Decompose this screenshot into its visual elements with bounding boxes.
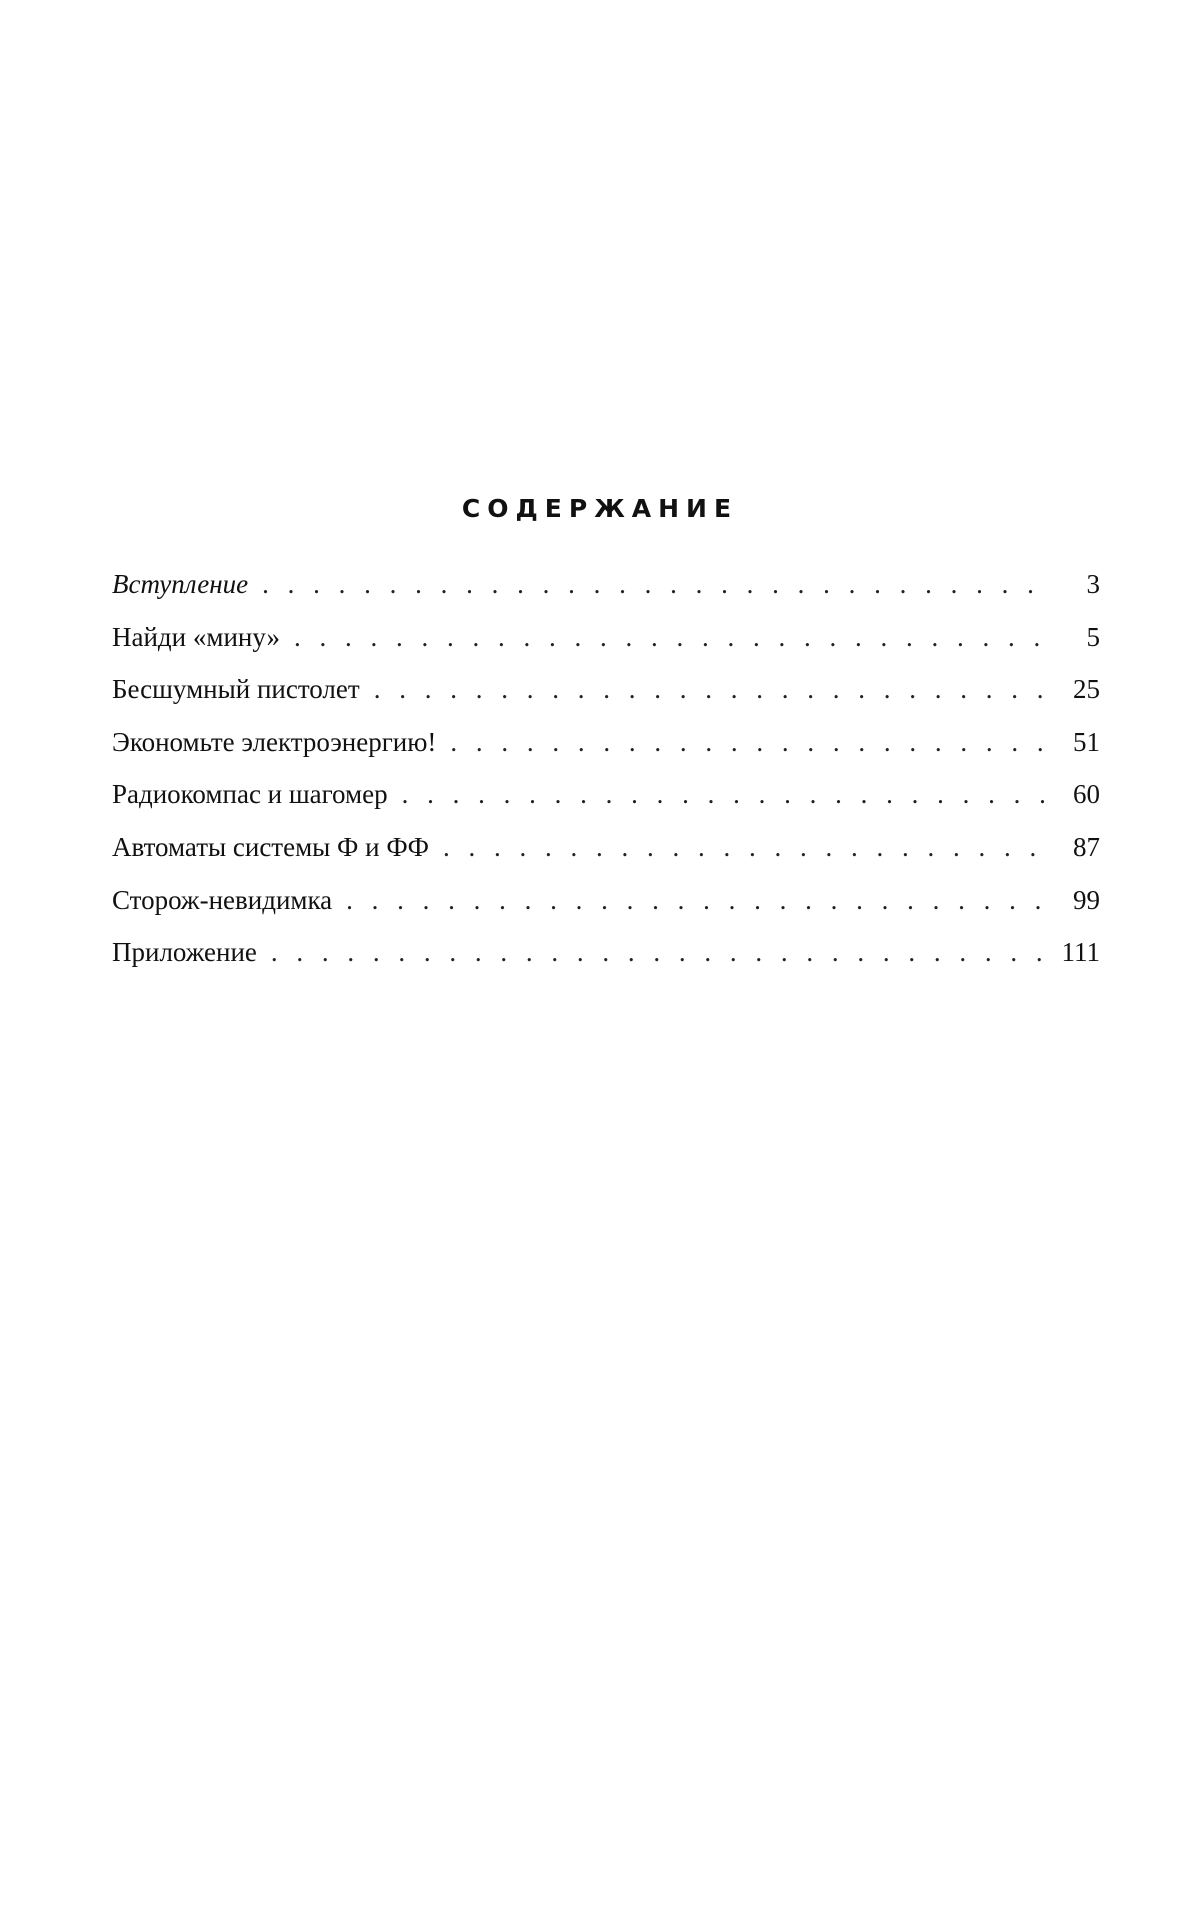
toc-entry-title: Сторож-невидимка (112, 884, 333, 915)
dot-leader (374, 671, 1054, 707)
toc-entry-page: 5 (1086, 621, 1100, 652)
toc-entry-page: 111 (1061, 937, 1100, 968)
dot-leader (294, 619, 1054, 655)
dot-leader (443, 829, 1054, 865)
dot-leader (450, 724, 1054, 760)
toc-entry (112, 882, 1100, 935)
toc-entry-page: 87 (1073, 831, 1100, 862)
toc-entry-title: Вступление (112, 569, 249, 599)
toc-entry-title: Бесшумный пистолет (112, 674, 360, 705)
toc-entry-page: 60 (1073, 779, 1100, 810)
dot-leader (271, 934, 1052, 970)
toc-entry-title: Найди «мину» (112, 621, 281, 652)
toc-entry (112, 724, 1100, 777)
toc-entry-title: Автоматы системы Ф и ФФ (112, 831, 429, 862)
toc-entry-page: 3 (1086, 569, 1100, 599)
dot-leader (262, 566, 1054, 602)
toc-entry-page: 51 (1073, 726, 1100, 757)
dot-leader (346, 882, 1054, 918)
toc-heading: СОДЕРЖАНИЕ (461, 494, 739, 523)
toc-entry (112, 829, 1100, 882)
toc-entry (112, 619, 1100, 672)
toc-entry-page: 99 (1073, 884, 1100, 915)
toc-entry (112, 776, 1100, 829)
toc-entry-title: Приложение (112, 937, 257, 968)
toc-entry-title: Радиокомпас и шагомер (112, 779, 388, 810)
toc-entry (112, 566, 1100, 619)
toc-list (112, 566, 1100, 987)
toc-entry-page: 25 (1073, 674, 1100, 705)
dot-leader (402, 776, 1054, 812)
toc-entry (112, 671, 1100, 724)
toc-entry (112, 934, 1100, 987)
toc-entry-title: Экономьте электроэнергию! (112, 726, 437, 757)
